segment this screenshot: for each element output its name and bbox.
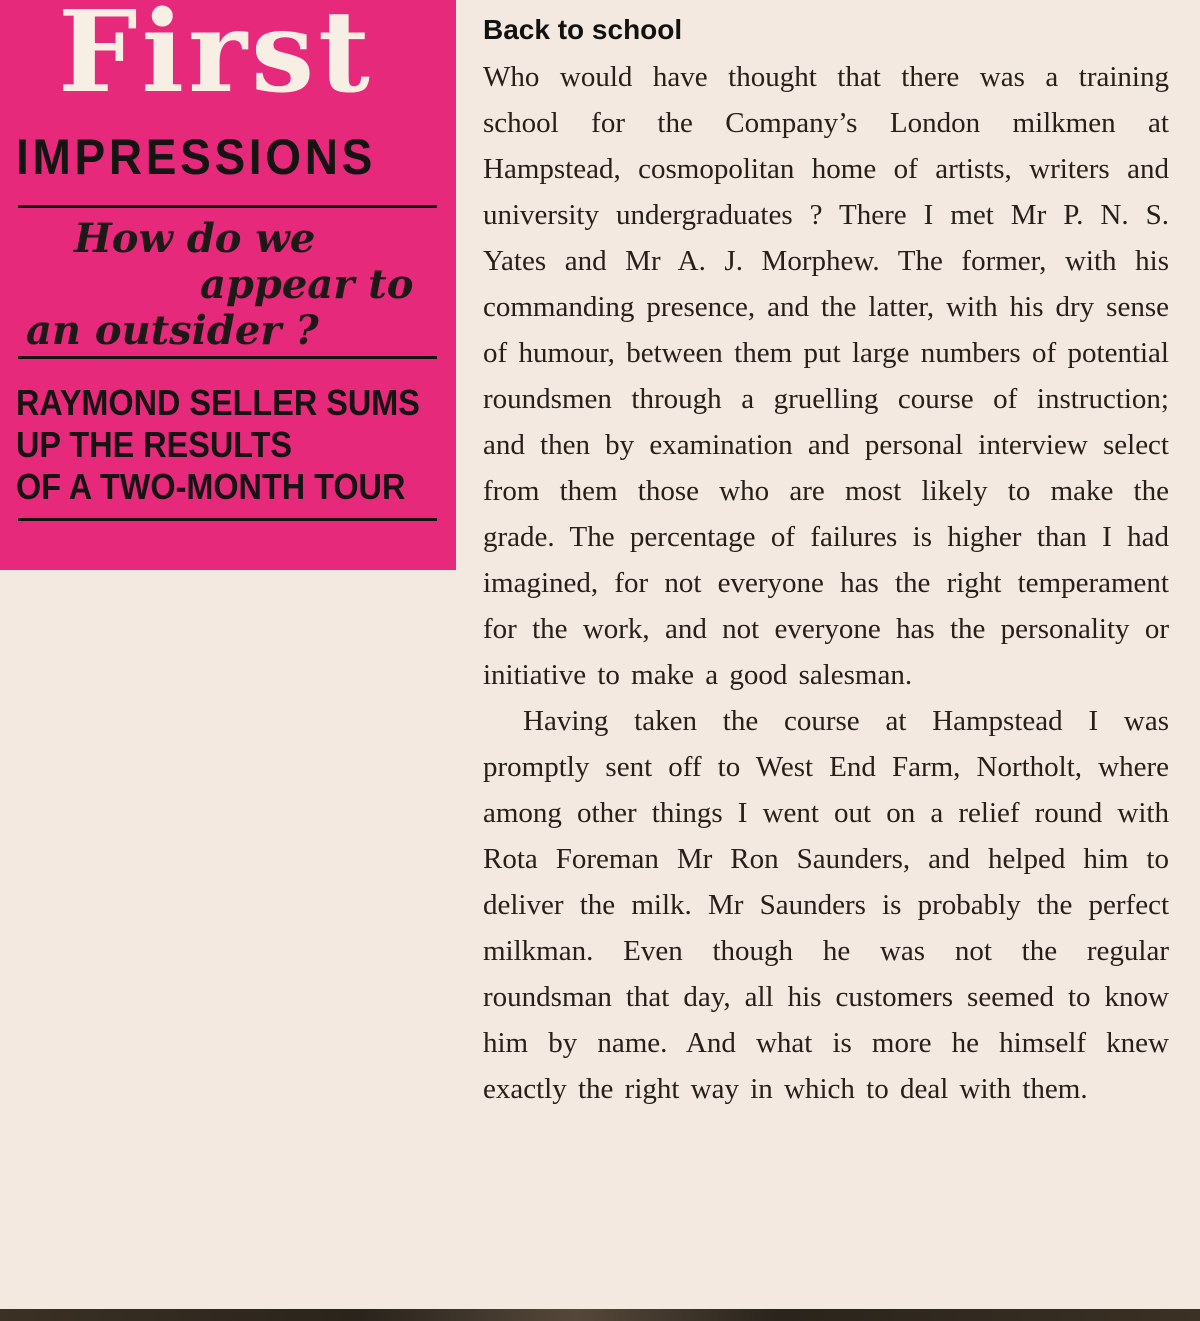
bottom-edge-strip bbox=[0, 1309, 1200, 1321]
tagline-line: an outsider ? bbox=[26, 307, 319, 354]
article-paragraph: Who would have thought that there was a training school for the Company’s London milkmen at Hampstead, cosmopolitan home of artists, writers and university undergraduates ? There I met Mr P. N. S. Yates and Mr A. J. Morphew. The former, with his commanding presence, and the latter, with his dry sense of humour, between them put large numbers of potential roundsmen through a gruelling course of instruction; and then by examination and personal interview select from them those who are most likely to make the grade. The percentage of failures is higher than I had imagined, for not everyone has the right temperament for the work, and not everyone has the personality or initiative to make a good salesman. bbox=[483, 61, 1169, 691]
kicker-line: OF A TWO-MONTH TOUR bbox=[16, 466, 406, 507]
kicker-line: UP THE RESULTS bbox=[16, 424, 293, 465]
masthead-title: First bbox=[58, 0, 374, 118]
tagline-line: How do we bbox=[74, 215, 316, 262]
masthead-tagline bbox=[18, 216, 437, 354]
kicker-line: RAYMOND SELLER SUMS bbox=[16, 382, 420, 423]
article-paragraph: Having taken the course at Hampstead I was promptly sent off to West End Farm, Northolt, where among other things I went out on a relief round with Rota Foreman Mr Ron Saunders, and helped him to deliver the milk. Mr Saunders is probably the perfect milkman. Even though he was not the regular roundsman that day, all his customers seemed to know him by name. And what is more he himself knew exactly the right way in which to deal with them. bbox=[483, 705, 1169, 1105]
divider-rule bbox=[18, 518, 437, 521]
article-heading: Back to school bbox=[483, 14, 683, 45]
tagline-line: appear to bbox=[200, 261, 414, 308]
masthead-kicker bbox=[16, 382, 420, 508]
divider-rule bbox=[18, 205, 437, 208]
article-column bbox=[483, 14, 1169, 1112]
masthead-block bbox=[0, 0, 456, 570]
divider-rule bbox=[18, 356, 437, 359]
masthead-subtitle: IMPRESSIONS bbox=[16, 129, 376, 185]
